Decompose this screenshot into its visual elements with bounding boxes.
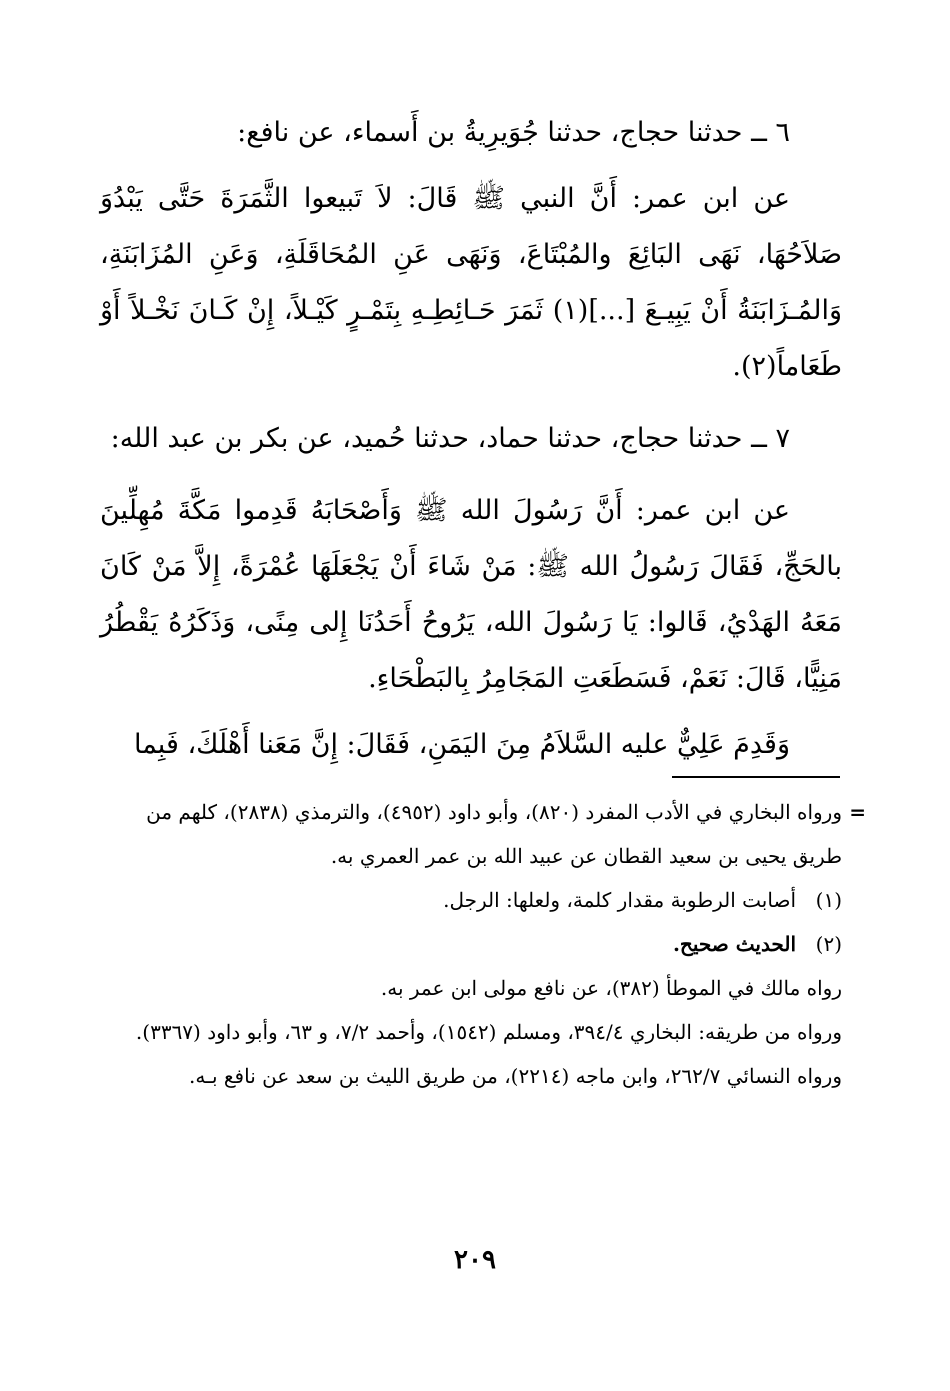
hadith-6-chain: ٦ ــ حدثنا حجاج، حدثنا جُوَيرِيةُ بن أَسماء، عن نافع: [237,117,790,148]
footnote-2-line-2: ورواه من طريقه: البخاري ٣٩٤/٤، ومسلم (١٥٤٢)، وأحمد ٧/٢، و ٦٣، وأبو داود (٣٣٦٧). [135,1020,842,1044]
footnote-1-number: (١) [815,888,842,912]
footnote-continuation: ورواه البخاري في الأدب المفرد (٨٢٠)، وأبو داود (٤٩٥٢)، والترمذي (٢٨٣٨)، كلهم من طريق يحيى بن سعيد القطان عن عبيد الله بن عمر العمري به. [146,800,842,868]
hadith-7-text-1: عن ابن عمر: أَنَّ رَسُولَ الله ﷺ وَأَصْحَابَهُ قَدِموا مَكَّةَ مُهِلِّينَ بالحَجِّ، فَقَالَ رَسُولُ الله ﷺ: مَنْ شَاءَ أَنْ يَجْعَلَهَا عُمْرَةً، إِلاَّ مَنْ كَانَ مَعَهُ الهَدْيُ، قَالوا: يَا رَسُولَ الله، يَرُوحُ أَحَدُنَا إِلى مِنًى، وَذَكَرُهُ يَقْطُرُ مَنِيًّا، قَالَ: نَعَمْ، فَسَطَعَتِ المَجَامِرُ بِالبَطْحَاءِ. [100,495,842,694]
footnotes [100,790,866,1098]
footnote-2-heading: الحديث صحيح. [672,932,796,956]
footnote-2-line-3: ورواه النسائي ٢٦٢/٧، وابن ماجه (٢٢١٤)، من طريق الليث بن سعد عن نافع بـه. [189,1064,842,1088]
footnote-divider [672,776,840,778]
footnote-2 [100,922,842,966]
hadith-7-text-2: وَقَدِمَ عَلِيٌّ عليه السَّلاَمُ مِنَ اليَمَنِ، فَقَالَ: إِنَّ مَعَنا أَهْلَكَ، فَبِما [133,729,790,760]
hadith-7-chain: ٧ ــ حدثنا حجاج، حدثنا حماد، حدثنا حُميد، عن بكر بن عبد الله: [110,423,790,454]
hadith-6-text: عن ابن عمر: أَنَّ النبي ﷺ قَالَ: لاَ تَبيعوا الثَّمَرَةَ حَتَّى يَبْدُوَ صَلاَحُهَا، نَهَى البَائِعَ والمُبْتَاعَ، وَنَهَى عَنِ المُحَاقَلَةِ، وَعَنِ المُزَابَنَةِ، وَالمُـزَابَنَةُ أَنْ يَبِيـعَ [...](١) ثَمَرَ حَـائِطِـهِ بِتَمْـرٍ كَيْـلاً، إِنْ كَـانَ نَخْـلاً أَوْ طَعَاماً(٢). [100,183,843,382]
footnote-2-number: (٢) [815,932,842,956]
page-number: ٢٠٩ [454,1245,496,1275]
continuation-mark: = [849,800,866,824]
footnote-2-line-1: رواه مالك في الموطأ (٣٨٢)، عن نافع مولى ابن عمر به. [380,976,842,1000]
footnote-1-text: أصابت الرطوبة مقدار كلمة، ولعلها: الرجل. [443,888,796,912]
footnote-1 [100,878,842,922]
main-text [100,105,842,773]
